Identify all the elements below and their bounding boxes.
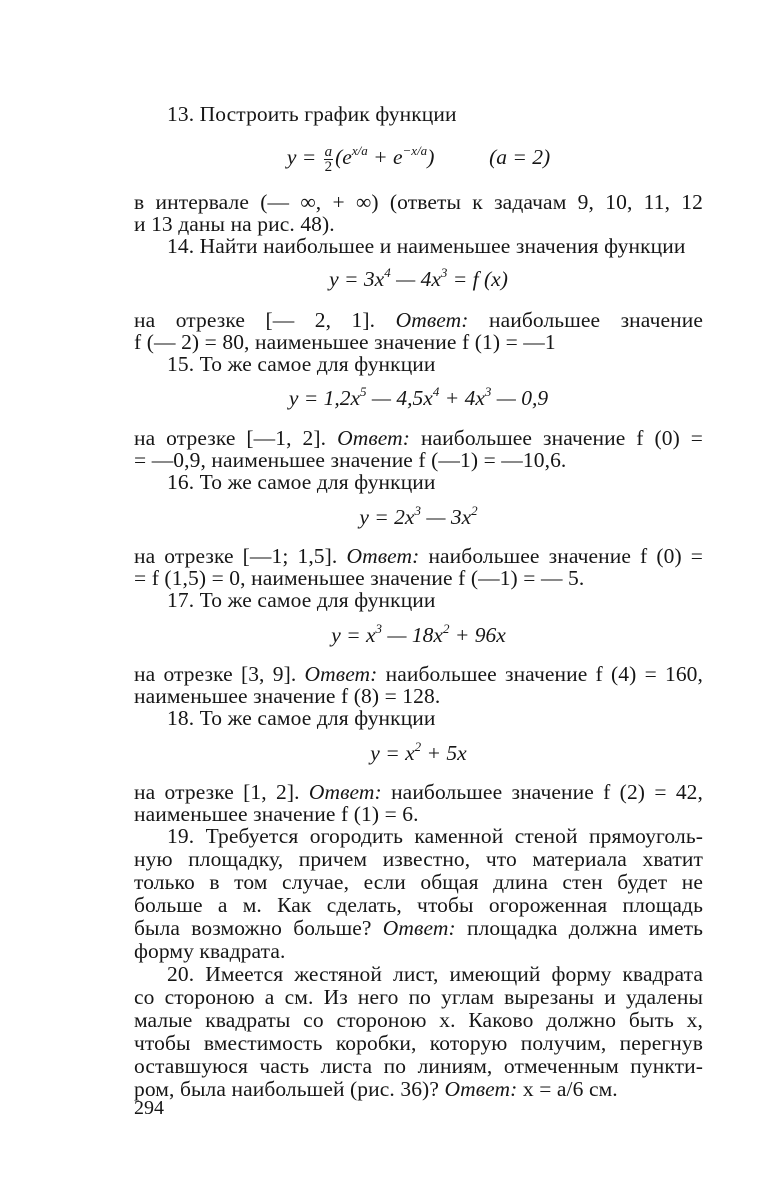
problem-17-heading: 17. То же самое для функции xyxy=(167,588,436,612)
problem-16-heading: 16. То же самое для функции xyxy=(167,470,436,494)
problem-16-answer-1: на отрезке [—1; 1,5]. Ответ: наибольшее значение f (0) = xyxy=(134,544,703,568)
problem-17-formula: $y = x^3$ — $18x^2 + 96x$ xyxy=(331,621,506,647)
problem-19-line-5: была возможно больше? Ответ: площадка должна иметь xyxy=(134,916,703,940)
problem-13-heading: 13. Построить график функции xyxy=(167,102,457,126)
problem-14-answer-1: на отрезке [— 2, 1]. Ответ: наибольшее значение xyxy=(134,308,703,332)
problem-19-line-1: 19. Требуется огородить каменной стеной прямоуголь- xyxy=(167,824,703,848)
problem-15-answer-2: = —0,9, наименьшее значение f (—1) = —10,6. xyxy=(134,448,567,472)
problem-17-answer-1: на отрезке [3, 9]. Ответ: наибольшее значение f (4) = 160, xyxy=(134,662,704,686)
problem-20-line-1: 20. Имеется жестяной лист, имеющий форму квадрата xyxy=(167,962,703,986)
problem-20-line-2: со стороною a см. Из него по углам вырезаны и удалены xyxy=(134,985,703,1009)
problem-20-line-6: ром, была наибольшей (рис. 36)? Ответ: x = a/6 см. xyxy=(134,1077,618,1101)
problem-16-answer-2: = f (1,5) = 0, наименьшее значение f (—1) = — 5. xyxy=(134,566,585,590)
page-number: 294 xyxy=(134,1097,164,1119)
problem-18-formula: $y = x^2 + 5x$ xyxy=(370,739,467,765)
problem-19-line-3: только в том случае, если общая длина стен будет не xyxy=(134,870,703,894)
problem-20-line-5: оставшуюся часть листа по линиям, отмеченным пункти- xyxy=(134,1054,703,1078)
problem-17-answer-2: наименьшее значение f (8) = 128. xyxy=(134,684,441,708)
problem-19-line-6: форму квадрата. xyxy=(134,939,286,963)
problem-15-formula: $y = 1,2x^5$ — $4,5x^4 + 4x^3$ — 0,9 xyxy=(288,384,549,410)
problem-15-heading: 15. То же самое для функции xyxy=(167,352,436,376)
problem-20-line-3: малые квадраты со стороною x. Каково должно быть x, xyxy=(134,1008,703,1032)
problem-15-answer-1: на отрезке [—1, 2]. Ответ: наибольшее значение f (0) = xyxy=(134,426,704,450)
problem-18-answer-2: наименьшее значение f (1) = 6. xyxy=(134,802,419,826)
problem-18-heading: 18. То же самое для функции xyxy=(167,706,436,730)
problem-19-line-2: ную площадку, причем известно, что материала хватит xyxy=(134,847,703,871)
problem-13-formula: y = $\frac{a}{2}$ $(e^{x/a} + e^{-x/a}) (a = 2)$ xyxy=(286,143,551,175)
problem-18-answer-1: на отрезке [1, 2]. Ответ: наибольшее значение f (2) = 42, xyxy=(134,780,704,804)
problem-13-text-2: и 13 даны на рис. 48). xyxy=(134,212,335,236)
problem-20-line-4: чтобы вместимость коробки, которую получим, перегнув xyxy=(134,1031,703,1055)
problem-19-line-4: больше a м. Как сделать, чтобы огороженная площадь xyxy=(134,893,703,917)
problem-13-text-1: в интервале (— ∞, + ∞) (ответы к задачам 9, 10, 11, 12 xyxy=(134,190,703,214)
problem-14-answer-2: f (— 2) = 80, наименьшее значение f (1) = —1 xyxy=(134,330,556,354)
problem-16-formula: $y = 2x^3$ — $3x^2$ xyxy=(359,503,478,529)
problem-14-heading: 14. Найти наибольшее и наименьшее значения функции xyxy=(167,234,686,258)
problem-14-formula: $y = 3x^4$ — $4x^3 = f$ (x) xyxy=(329,265,508,291)
